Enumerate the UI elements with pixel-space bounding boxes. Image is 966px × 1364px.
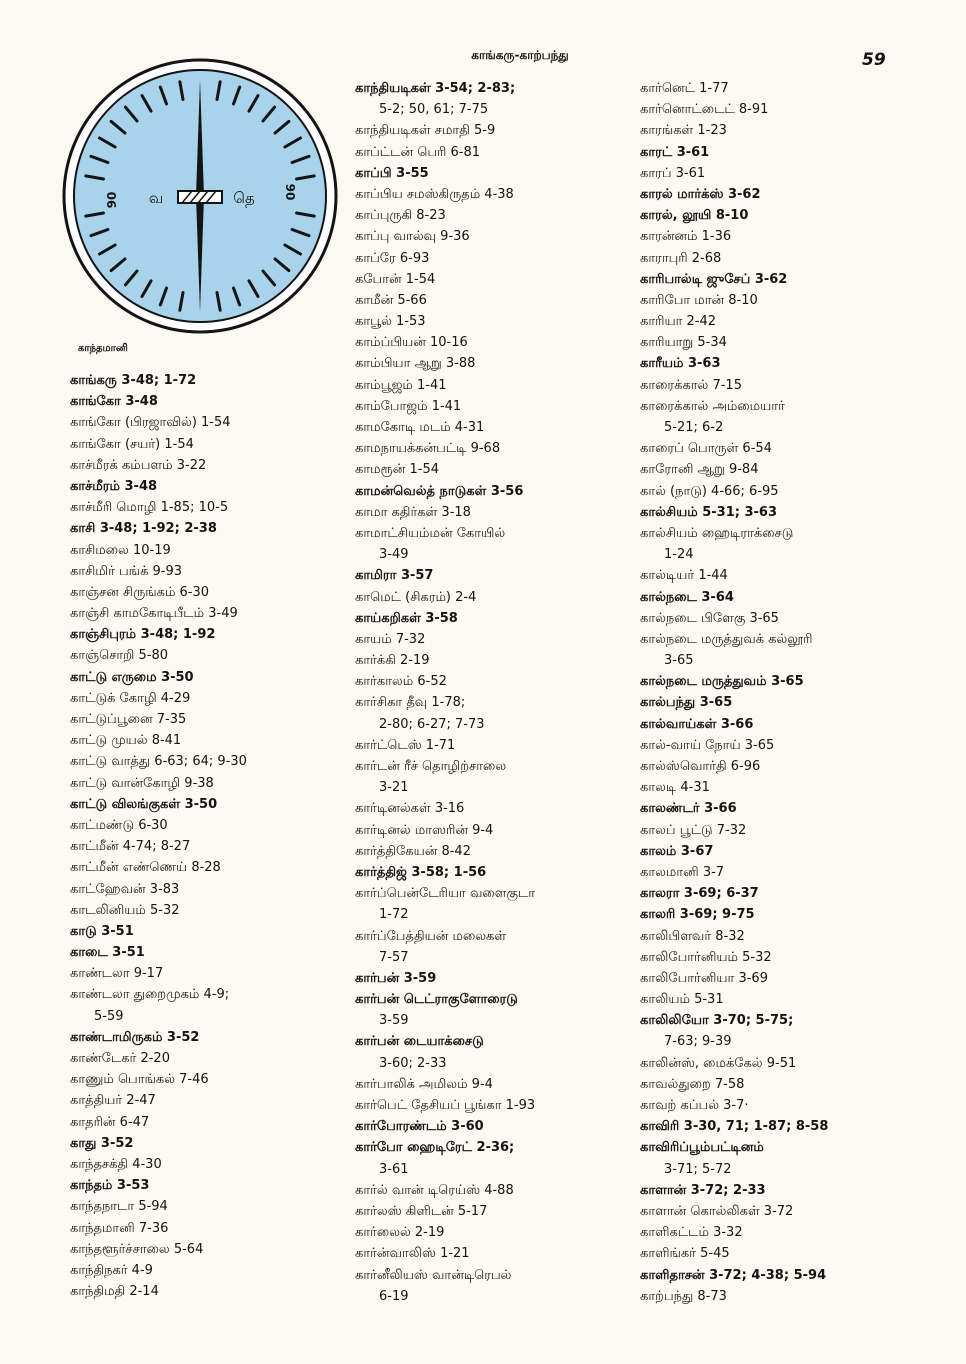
index-entry: காதரின் 6-47 xyxy=(70,1114,150,1130)
index-entry: காமிரா 3-57 xyxy=(355,568,434,584)
compass-west-label: வ xyxy=(148,189,164,207)
index-entry: கார்போ ஹைடிரேட் 2-36; xyxy=(355,1140,515,1156)
index-entry: காட்டு வாத்து 6-63; 64; 9-30 xyxy=(70,754,247,770)
index-entry: காட்ஹேவன் 3-83 xyxy=(70,881,180,897)
index-entry: காங்கோ 3-48 xyxy=(70,394,158,410)
index-entry: காண்டலா 9-17 xyxy=(70,966,164,982)
index-entry: காமன்வெல்த் நாடுகள் 3-56 xyxy=(355,483,524,499)
index-entry: காண்டாமிருகம் 3-52 xyxy=(70,1029,200,1045)
index-entry: கால்நடை மருத்துவக் கல்லூரி xyxy=(640,631,813,647)
running-head: காங்கரு-காற்பந்து xyxy=(471,48,569,62)
index-entry: காந்தளூர்ச்சாலை 5-64 xyxy=(70,1241,204,1257)
index-entry: காட்டு எருமை 3-50 xyxy=(70,669,194,685)
index-entry: காஞ்சிபுரம் 3-48; 1-92 xyxy=(70,627,216,643)
index-entry: காளான் 3-72; 2-33 xyxy=(640,1182,766,1198)
index-entry: கார்பன் டெட்ராகுளோரைடு xyxy=(355,992,518,1008)
index-entry: காவல்துறை 7-58 xyxy=(640,1076,745,1092)
index-entry: காசிமலை 10-19 xyxy=(70,542,171,558)
index-entry: காந்திநகர் 4-9 xyxy=(70,1262,153,1278)
index-entry: காந்திமதி 2-14 xyxy=(70,1284,159,1300)
index-entry: 6-19 xyxy=(379,1288,409,1304)
index-entry: காப்புருகி 8-23 xyxy=(355,208,446,224)
index-entry: காம்போஜம் 1-41 xyxy=(355,398,462,414)
index-entry: கார்ல் வான் டிரெய்ஸ் 4-88 xyxy=(355,1182,514,1198)
index-entry: 3-59 xyxy=(379,1013,409,1029)
index-entry: 3-49 xyxy=(379,547,409,563)
index-entry: 1-24 xyxy=(664,547,694,563)
index-entry: காலின்ஸ், மைக்கேல் 9-51 xyxy=(640,1055,797,1071)
index-entry: காரிபால்டி ஜுசேப் 3-62 xyxy=(640,271,788,287)
index-column-2 xyxy=(355,78,625,1307)
index-entry: காரங்கள் 1-23 xyxy=(640,123,727,139)
index-entry: காரைக்கால் 7-15 xyxy=(640,377,742,393)
index-entry: கால்பந்து 3-65 xyxy=(640,695,733,711)
index-entry: காலரி 3-69; 9-75 xyxy=(640,907,755,923)
index-entry: காரன்னம் 1-36 xyxy=(640,229,732,245)
index-entry: கால்நடை 3-64 xyxy=(640,589,734,605)
index-entry: 5-59 xyxy=(94,1008,124,1024)
index-entry: கார்த்திகேயன் 8-42 xyxy=(355,843,471,859)
index-entry: கால்நடை பிளேகு 3-65 xyxy=(640,610,779,626)
index-entry: கார்பாலிக் அமிலம் 9-4 xyxy=(355,1076,493,1092)
index-entry: காட்மண்டு 6-30 xyxy=(70,817,168,833)
index-entry: காத்தியர் 2-47 xyxy=(70,1093,156,1109)
index-entry: காட்டு முயல் 8-41 xyxy=(70,733,182,749)
index-entry: காலண்டர் 3-66 xyxy=(640,801,737,817)
index-entry: கார்டன் ரீச் தொழிற்சாலை xyxy=(355,759,507,774)
index-entry: காட்மீன் எண்ணெய் 8-28 xyxy=(70,860,221,876)
index-column-3 xyxy=(640,78,910,1307)
index-entry: 5-2; 50, 61; 7-75 xyxy=(379,102,489,118)
index-entry: கார்பெட் தேசியப் பூங்கா 1-93 xyxy=(355,1098,536,1113)
index-entry: காங்கரு 3-48; 1-72 xyxy=(70,373,197,388)
index-entry: கார்ப்பென்டேரியா வளைகுடா xyxy=(355,886,536,902)
index-entry: காலிபோர்னியா 3-69 xyxy=(640,970,768,986)
index-entry: காணும் பொங்கல் 7-46 xyxy=(70,1072,209,1088)
index-entry: கார்டினல் மாஸரின் 9-4 xyxy=(355,822,494,838)
index-entry: கால் (நாடு) 4-66; 6-95 xyxy=(640,483,779,499)
index-entry: காம்பூஜம் 1-41 xyxy=(355,377,447,393)
index-entry: 3-71; 5-72 xyxy=(664,1161,732,1177)
index-entry: கார்பன் 3-59 xyxy=(355,970,437,986)
index-entry: கால்ஸ்வொர்தி 6-96 xyxy=(640,759,761,774)
index-entry: கார்ட்டெஸ் 1-71 xyxy=(355,737,456,753)
index-entry: காடலினியம் 5-32 xyxy=(70,902,180,918)
index-entry: காரியா 2-42 xyxy=(640,314,717,330)
index-entry: காயம் 7-32 xyxy=(355,631,426,647)
index-entry: கபோன் 1-54 xyxy=(355,271,436,287)
index-entry: காரீயம் 3-63 xyxy=(640,356,721,372)
index-entry: காட்டு வான்கோழி 9-38 xyxy=(70,775,214,791)
index-entry: காமநாயக்கன்பட்டி 9-68 xyxy=(355,441,501,457)
index-entry: காந்தசக்தி 4-30 xyxy=(70,1156,162,1172)
index-entry: காடு 3-51 xyxy=(70,923,134,939)
index-entry: கால்நடை மருத்துவம் 3-65 xyxy=(640,674,804,690)
index-entry: 7-57 xyxy=(379,949,409,965)
index-entry: கார்ன்வாலிஸ் 1-21 xyxy=(355,1246,470,1262)
index-entry: காமாட்சியம்மன் கோயில் xyxy=(355,525,506,541)
index-entry: 3-65 xyxy=(664,653,694,669)
index-entry: கால்சியம் ஹைடிராக்சைடு xyxy=(640,525,794,541)
index-entry: காந்தம் 3-53 xyxy=(70,1178,150,1194)
index-entry: 5-21; 6-2 xyxy=(664,420,724,435)
index-entry: காஞ்சி காமகோடிபீடம் 3-49 xyxy=(70,606,238,622)
index-entry: காப்பு வால்வு 9-36 xyxy=(355,229,470,245)
index-entry: காட்டு விலங்குகள் 3-50 xyxy=(70,796,218,812)
index-column-1 xyxy=(70,370,360,1302)
index-entry: காசி 3-48; 1-92; 2-38 xyxy=(70,521,217,537)
index-entry: காப்ரே 6-93 xyxy=(355,250,430,266)
index-entry: கார்போரண்டம் 3-60 xyxy=(355,1119,484,1135)
index-entry: கார்டினல்கள் 3-16 xyxy=(355,801,465,817)
index-entry: காரல், லூயி 8-10 xyxy=(640,208,749,224)
index-entry: 7-63; 9-39 xyxy=(664,1034,732,1050)
compass-right-degree: 90 xyxy=(283,183,297,201)
index-entry: 2-80; 6-27; 7-73 xyxy=(379,716,485,732)
index-entry: கால்-வாய் நோய் 3-65 xyxy=(640,737,775,753)
compass-left-degree: 90 xyxy=(105,191,119,209)
index-entry: காப்ட்டன் பெரி 6-81 xyxy=(355,144,480,160)
index-entry: காட்டுக் கோழி 4-29 xyxy=(70,690,191,706)
index-entry: 3-61 xyxy=(379,1161,409,1177)
index-entry: காலப் பூட்டு 7-32 xyxy=(640,822,747,838)
index-entry: காலடி 4-31 xyxy=(640,780,710,796)
index-entry: கார்லைல் 2-19 xyxy=(355,1225,445,1241)
index-entry: காலிலியோ 3-70; 5-75; xyxy=(640,1013,794,1029)
index-entry: காலிபிளவர் 8-32 xyxy=(640,928,745,944)
index-entry: காரைக்கால் அம்மையார் xyxy=(640,398,785,414)
index-entry: கால்டியர் 1-44 xyxy=(640,568,728,584)
index-entry: கார்னீலியஸ் வான்டிரெபல் xyxy=(355,1267,512,1283)
index-entry: கார்ப்பேத்தியன் மலைகள் xyxy=(355,928,507,944)
index-entry: காச்மீரி மொழி 1-85; 10-5 xyxy=(70,500,229,516)
index-entry: காடை 3-51 xyxy=(70,945,145,961)
index-entry: கார்க்கி 2-19 xyxy=(355,653,430,669)
index-entry: காரிபோ மான் 8-10 xyxy=(640,292,758,308)
index-entry: காமரூன் 1-54 xyxy=(355,462,439,478)
index-entry: காசிமிர் பங்க் 9-93 xyxy=(70,563,183,579)
index-entry: காற்பந்து 8-73 xyxy=(640,1288,727,1304)
index-entry: காரல் மார்க்ஸ் 3-62 xyxy=(640,186,761,202)
index-entry: காரைப் பொருள் 6-54 xyxy=(640,441,772,457)
index-entry: காட்மீன் 4-74; 8-27 xyxy=(70,839,191,855)
index-entry: கார்பன் டையாக்சைடு xyxy=(355,1034,484,1050)
index-entry: காம்ப்பியன் 10-16 xyxy=(355,335,468,351)
index-entry: கார்த்திஜ் 3-58; 1-56 xyxy=(355,864,487,880)
index-entry: காண்டேகர் 2-20 xyxy=(70,1051,170,1066)
compass-illustration xyxy=(62,58,338,334)
index-entry: காச்மீரம் 3-48 xyxy=(70,478,158,494)
index-entry: கார்னெட் 1-77 xyxy=(640,81,729,96)
index-entry: காலரா 3-69; 6-37 xyxy=(640,886,759,902)
index-entry: 3-60; 2-33 xyxy=(379,1055,447,1071)
index-entry: காலம் 3-67 xyxy=(640,843,714,859)
index-entry: காம்பியா ஆறு 3-88 xyxy=(355,356,476,372)
index-entry: கார்காலம் 6-52 xyxy=(355,674,447,690)
index-entry: 3-21 xyxy=(379,780,409,796)
compass-east-label: தெ xyxy=(233,189,255,207)
index-entry: காலியம் 5-31 xyxy=(640,992,724,1008)
index-entry: காப்பி 3-55 xyxy=(355,165,429,181)
index-entry: காந்தநாடா 5-94 xyxy=(70,1199,168,1215)
index-entry: காலிபோர்னியம் 5-32 xyxy=(640,949,772,965)
index-entry: காங்கோ (பிரஜாவில்) 1-54 xyxy=(70,415,231,431)
index-entry: காரோனி ஆறு 9-84 xyxy=(640,462,759,478)
index-entry: காது 3-52 xyxy=(70,1135,134,1151)
index-entry: காமீன் 5-66 xyxy=(355,292,427,308)
index-entry: காய்கறிகள் 3-58 xyxy=(355,610,458,626)
index-entry: காரியாறு 5-34 xyxy=(640,335,727,351)
figure-caption: காந்தமானி xyxy=(78,343,128,354)
index-entry: காரட் 3-61 xyxy=(640,144,710,160)
index-entry: காச்மீரக் கம்பளம் 3-22 xyxy=(70,457,207,473)
index-entry: கார்னொட்டைட் 8-91 xyxy=(640,102,769,118)
index-entry: காட்டுப்பூனை 7-35 xyxy=(70,712,187,727)
index-entry: காந்தமானி 7-36 xyxy=(70,1220,169,1236)
index-entry: காமெட் (சிகரம்) 2-4 xyxy=(355,589,477,605)
index-entry: காண்டலா துறைமுகம் 4-9; xyxy=(70,987,230,1003)
index-entry: காமகோடி மடம் 4-31 xyxy=(355,420,485,435)
index-entry: காளிங்கர் 5-45 xyxy=(640,1246,730,1262)
index-entry: காங்கோ (சயர்) 1-54 xyxy=(70,436,194,452)
index-entry: 1-72 xyxy=(379,907,409,923)
index-entry: கால்சியம் 5-31; 3-63 xyxy=(640,504,778,520)
index-entry: காமா கதிர்கள் 3-18 xyxy=(355,504,471,520)
index-entry: காப்பிய சமஸ்கிருதம் 4-38 xyxy=(355,186,514,202)
index-entry: காவிரி 3-30, 71; 1-87; 8-58 xyxy=(640,1119,829,1135)
index-entry: காலமானி 3-7 xyxy=(640,864,725,880)
index-entry: கார்சிகா தீவு 1-78; xyxy=(355,695,466,711)
index-entry: காராபுரி 2-68 xyxy=(640,250,722,266)
page-number: 59 xyxy=(862,50,886,70)
index-entry: காரப் 3-61 xyxy=(640,165,706,181)
index-entry: காளிகட்டம் 3-32 xyxy=(640,1225,743,1241)
index-entry: காவற் கப்பல் 3-7· xyxy=(640,1098,749,1113)
index-entry: காஞ்சன சிருங்கம் 6-30 xyxy=(70,584,210,600)
index-entry: காந்தியடிகள் சமாதி 5-9 xyxy=(355,123,496,139)
index-entry: காபூல் 1-53 xyxy=(355,314,426,330)
index-entry: கார்லஸ் கிளிடன் 5-17 xyxy=(355,1203,488,1219)
index-entry: காளான் கொல்லிகள் 3-72 xyxy=(640,1203,794,1219)
index-entry: காவிரிப்பூம்பட்டினம் xyxy=(640,1140,764,1156)
index-entry: காஞ்சொறி 5-80 xyxy=(70,648,169,664)
index-entry: காந்தியடிகள் 3-54; 2-83; xyxy=(355,81,516,96)
index-entry: கால்வாய்கள் 3-66 xyxy=(640,716,754,732)
index-entry: காளிதாசன் 3-72; 4-38; 5-94 xyxy=(640,1267,827,1283)
